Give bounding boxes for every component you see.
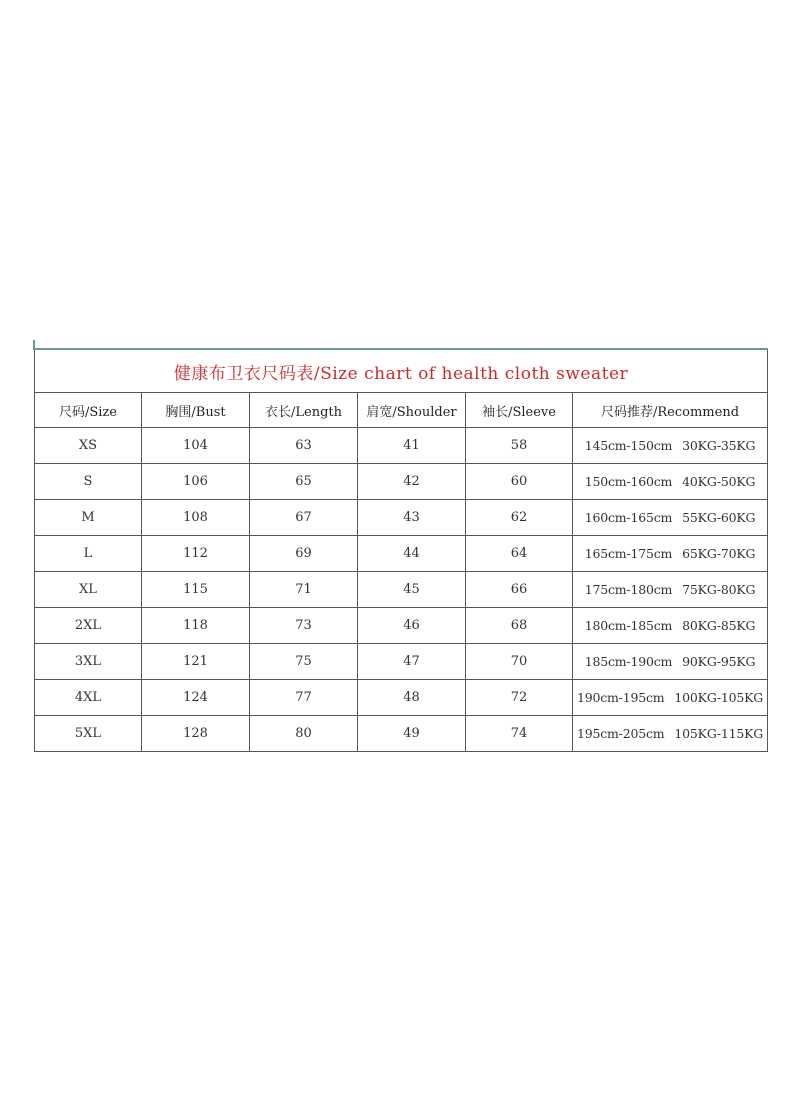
cell-bust: 115 (142, 572, 250, 608)
cell-bust: 121 (142, 644, 250, 680)
cell-recommend (573, 464, 768, 500)
table-row (35, 716, 768, 752)
table-row (35, 644, 768, 680)
cell-recommend (573, 428, 768, 464)
recommend-weight: 75KG-80KG (682, 582, 756, 597)
header-sleeve: 袖长/Sleeve (466, 393, 573, 428)
cell-sleeve: 68 (466, 608, 573, 644)
cell-recommend (573, 536, 768, 572)
cell-bust: 118 (142, 608, 250, 644)
cell-size: L (35, 536, 142, 572)
header-shoulder: 肩宽/Shoulder (358, 393, 466, 428)
cell-length: 77 (250, 680, 358, 716)
cell-length: 67 (250, 500, 358, 536)
cell-sleeve: 74 (466, 716, 573, 752)
cell-shoulder: 44 (358, 536, 466, 572)
recommend-height: 145cm-150cm (584, 438, 673, 453)
recommend-weight: 55KG-60KG (682, 510, 756, 525)
recommend-weight: 80KG-85KG (682, 618, 756, 633)
cell-sleeve: 60 (466, 464, 573, 500)
cell-recommend (573, 572, 768, 608)
cell-sleeve: 70 (466, 644, 573, 680)
cell-size: XL (35, 572, 142, 608)
cell-length: 73 (250, 608, 358, 644)
cell-length: 71 (250, 572, 358, 608)
cell-recommend (573, 716, 768, 752)
cell-size: S (35, 464, 142, 500)
cell-shoulder: 48 (358, 680, 466, 716)
table-title: 健康布卫衣尺码表/Size chart of health cloth sweater (35, 349, 768, 393)
cell-shoulder: 42 (358, 464, 466, 500)
title-row (35, 349, 768, 393)
header-row (35, 393, 768, 428)
recommend-weight: 90KG-95KG (682, 654, 756, 669)
cell-size: 4XL (35, 680, 142, 716)
cell-bust: 108 (142, 500, 250, 536)
cell-sleeve: 66 (466, 572, 573, 608)
table-row (35, 572, 768, 608)
recommend-height: 185cm-190cm (584, 654, 673, 669)
cell-sleeve: 72 (466, 680, 573, 716)
cell-sleeve: 64 (466, 536, 573, 572)
table-row (35, 536, 768, 572)
cell-shoulder: 49 (358, 716, 466, 752)
cell-shoulder: 46 (358, 608, 466, 644)
recommend-weight: 100KG-105KG (674, 690, 764, 705)
table-row (35, 428, 768, 464)
cell-length: 69 (250, 536, 358, 572)
table-row (35, 464, 768, 500)
recommend-weight: 30KG-35KG (682, 438, 756, 453)
cell-recommend (573, 608, 768, 644)
cell-size: 2XL (35, 608, 142, 644)
cell-length: 80 (250, 716, 358, 752)
header-bust: 胸围/Bust (142, 393, 250, 428)
cell-shoulder: 45 (358, 572, 466, 608)
size-chart-table (34, 348, 768, 752)
recommend-weight: 40KG-50KG (682, 474, 756, 489)
recommend-height: 165cm-175cm (584, 546, 673, 561)
recommend-height: 160cm-165cm (584, 510, 673, 525)
cell-size: XS (35, 428, 142, 464)
cell-size: M (35, 500, 142, 536)
cell-bust: 104 (142, 428, 250, 464)
cell-length: 63 (250, 428, 358, 464)
cell-length: 75 (250, 644, 358, 680)
cell-sleeve: 58 (466, 428, 573, 464)
recommend-weight: 105KG-115KG (674, 726, 764, 741)
cell-bust: 124 (142, 680, 250, 716)
table-body (35, 428, 768, 752)
cell-recommend (573, 644, 768, 680)
cell-recommend (573, 500, 768, 536)
cell-sleeve: 62 (466, 500, 573, 536)
table-row (35, 500, 768, 536)
recommend-height: 190cm-195cm (576, 690, 665, 705)
cell-bust: 106 (142, 464, 250, 500)
recommend-height: 175cm-180cm (584, 582, 673, 597)
table-row (35, 680, 768, 716)
header-length: 衣长/Length (250, 393, 358, 428)
cell-bust: 128 (142, 716, 250, 752)
recommend-weight: 65KG-70KG (682, 546, 756, 561)
cell-size: 5XL (35, 716, 142, 752)
recommend-height: 195cm-205cm (576, 726, 665, 741)
cell-bust: 112 (142, 536, 250, 572)
cell-size: 3XL (35, 644, 142, 680)
cell-recommend (573, 680, 768, 716)
header-recommend: 尺码推荐/Recommend (573, 393, 768, 428)
table-row (35, 608, 768, 644)
recommend-height: 150cm-160cm (584, 474, 673, 489)
cell-shoulder: 47 (358, 644, 466, 680)
cell-length: 65 (250, 464, 358, 500)
cell-shoulder: 41 (358, 428, 466, 464)
cell-shoulder: 43 (358, 500, 466, 536)
header-size: 尺码/Size (35, 393, 142, 428)
recommend-height: 180cm-185cm (584, 618, 673, 633)
